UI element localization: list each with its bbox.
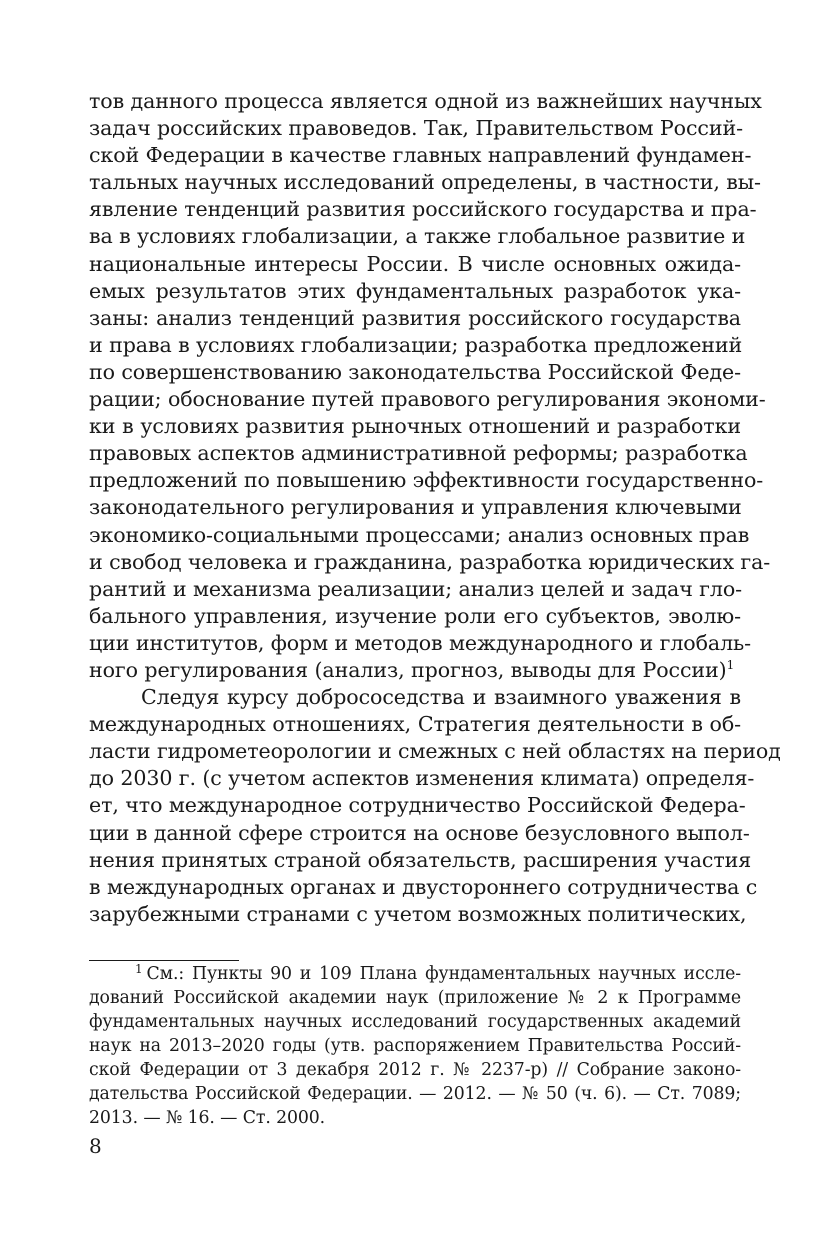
footnote-divider xyxy=(89,960,239,961)
page-number: 8 xyxy=(89,1134,102,1158)
text-line: международных отношениях, Стратегия деятельности в об- xyxy=(89,712,741,737)
text-line: ет, что международное сотрудничество Российской Федера- xyxy=(89,793,746,818)
text-line: задач российских правоведов. Так, Правительством Россий- xyxy=(89,116,743,141)
text-line: рантий и механизма реализации; анализ целей и задач гло- xyxy=(89,576,742,601)
footnote-line: ской Федерации от 3 декабря 2012 г. № 2237-р) // Собрание законо- xyxy=(89,1060,741,1080)
text-line: заны: анализ тенденций развития российского государства xyxy=(89,305,741,330)
paragraph-2 xyxy=(89,684,781,928)
text-line: экономико-социальными процессами; анализ основных прав xyxy=(89,522,750,547)
text-line: тальных научных исследований определены, в частности, вы- xyxy=(89,170,761,195)
text-line: бального управления, изучение роли его субъектов, эволю- xyxy=(89,603,741,628)
text-line: национальные интересы России. В числе основных ожида- xyxy=(89,251,741,276)
text-line: ва в условиях глобализации, а также глобальное развитие и xyxy=(89,224,746,249)
footnote-text: См.: Пункты 90 и 109 Плана фундаментальных научных иссле- xyxy=(146,964,741,984)
text-line: правовых аспектов административной реформы; разработка xyxy=(89,441,748,466)
main-text xyxy=(89,88,781,928)
text-line: ской Федерации в качестве главных направлений фундамен- xyxy=(89,143,752,168)
text-line: рации; обоснование путей правового регулирования экономи- xyxy=(89,387,766,412)
footnote-reference[interactable]: 1 xyxy=(726,657,735,672)
text-line: в международных органах и двустороннего сотрудничества с xyxy=(89,874,758,899)
text-line: ласти гидрометеорологии и смежных с ней областях на период xyxy=(89,739,781,764)
text-line: предложений по повышению эффективности государственно- xyxy=(89,468,764,493)
text-line: зарубежными странами с учетом возможных политических, xyxy=(89,901,747,926)
text-line: Следуя курсу добрососедства и взаимного уважения в xyxy=(141,685,741,710)
text-line: явление тенденций развития российского государства и пра- xyxy=(89,197,757,222)
text-line: ции в данной сфере строится на основе безусловного выпол- xyxy=(89,820,750,845)
text-line: ного регулирования (анализ, прогноз, выводы для России) xyxy=(89,657,727,682)
text-line: до 2030 г. (с учетом аспектов изменения климата) определя- xyxy=(89,766,755,791)
text-line: ки в условиях развития рыночных отношений и разработки xyxy=(89,414,741,439)
text-line: тов данного процесса является одной из важнейших научных xyxy=(89,89,762,113)
footnote-line: дательства Российской Федерации. — 2012. — № 50 (ч. 6). — Ст. 7089; xyxy=(89,1084,741,1104)
text-line: и права в условиях глобализации; разработка предложений xyxy=(89,332,743,357)
footnote-line: фундаментальных научных исследований государственных академий xyxy=(89,1012,741,1032)
text-line: законодательного регулирования и управления ключевыми xyxy=(89,495,742,520)
text-line: и свобод человека и гражданина, разработка юридических га- xyxy=(89,549,771,574)
text-line-with-footnote xyxy=(89,657,741,684)
text-line: емых результатов этих фундаментальных разработок ука- xyxy=(89,278,741,303)
text-line: ции институтов, форм и методов международного и глобаль- xyxy=(89,630,752,655)
footnote xyxy=(89,962,741,1130)
footnote-line: дований Российской академии наук (приложение № 2 к Программе xyxy=(89,988,741,1008)
footnote-line: 2013. — № 16. — Ст. 2000. xyxy=(89,1108,326,1128)
text-line: по совершенствованию законодательства Российской Феде- xyxy=(89,359,741,384)
footnote-line: наук на 2013–2020 годы (утв. распоряжением Правительства Россий- xyxy=(89,1036,741,1056)
footnote-line-first xyxy=(89,962,741,986)
text-line: нения принятых страной обязательств, расширения участия xyxy=(89,847,752,872)
footnote-mark: 1 xyxy=(135,962,143,976)
paragraph-1 xyxy=(89,88,771,684)
